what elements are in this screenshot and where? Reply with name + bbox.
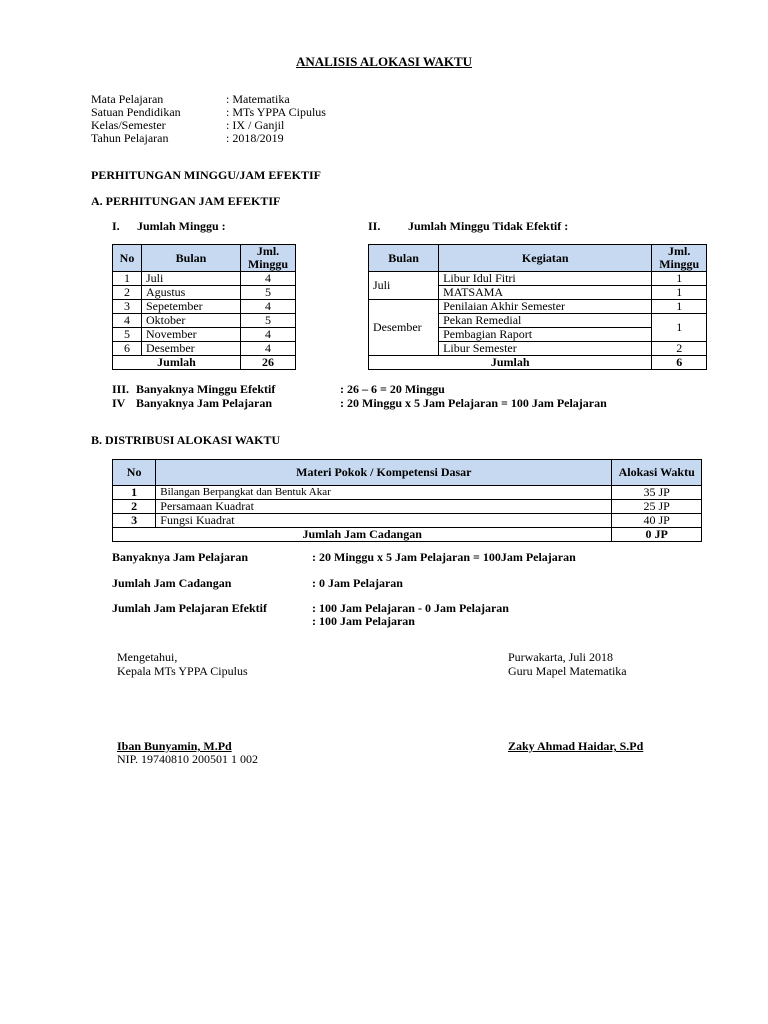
cell-bulan: Juli [142,272,241,286]
cell-kegiatan: Pekan Remedial [439,314,652,328]
section-a-heading: A. PERHITUNGAN JAM EFEKTIF [91,194,281,208]
cell-jml: 4 [241,272,296,286]
sub-i-label: Jumlah Minggu : [137,219,226,233]
cell-jml: 1 [652,314,707,342]
cell-jml: 1 [652,300,707,314]
cell-no: 1 [113,272,142,286]
sub-i-number: I. [112,219,120,233]
header-jml-minggu: Jml. Minggu [652,245,707,272]
cell-waktu: 25 JP [612,500,702,514]
cell-bulan: Sepetember [142,300,241,314]
header-bulan: Bulan [369,245,439,272]
total-label: Jumlah [113,356,241,370]
total-value: 6 [652,356,707,370]
cell-kegiatan: Pembagian Raport [439,328,652,342]
line-iii-number: III. [112,382,130,396]
table-row [113,486,702,500]
line-iv-value: : 20 Minggu x 5 Jam Pelajaran = 100 Jam Pelajaran [340,396,607,410]
cell-no: 1 [113,486,156,500]
cell-jml: 4 [241,342,296,356]
header-no: No [113,460,156,486]
line-iii-label: Banyaknya Minggu Efektif [136,382,276,396]
cell-materi: Persamaan Kuadrat [156,500,612,514]
info-label: Tahun Pelajaran [91,131,169,145]
total-value: 0 JP [612,528,702,542]
cell-jml: 5 [241,286,296,300]
cell-no: 2 [113,286,142,300]
cell-materi: Bilangan Berpangkat dan Bentuk Akar [156,486,612,500]
header-bulan: Bulan [142,245,241,272]
header-no: No [113,245,142,272]
total-row [369,356,707,370]
summary-label: Banyaknya Jam Pelajaran [112,550,249,564]
cell-bulan: November [142,328,241,342]
table-row [369,272,707,286]
cell-bulan: Desember [142,342,241,356]
header-materi: Materi Pokok / Kompetensi Dasar [156,460,612,486]
total-value: 26 [241,356,296,370]
table-row [113,342,296,356]
info-label: Mata Pelajaran [91,92,164,106]
cell-jml: 4 [241,300,296,314]
cell-jml: 1 [652,272,707,286]
section-main-heading: PERHITUNGAN MINGGU/JAM EFEKTIF [91,168,322,182]
table-row [113,286,296,300]
info-value: : 2018/2019 [226,131,284,145]
sub-ii-label: Jumlah Minggu Tidak Efektif : [408,219,569,233]
info-value: : IX / Ganjil [226,118,285,132]
distribution-table [112,459,702,542]
cell-materi: Fungsi Kuadrat [156,514,612,528]
non-effective-weeks-table [368,244,707,370]
signature-left-line2: Kepala MTs YPPA Cipulus [117,664,248,678]
total-row [113,356,296,370]
cell-jml: 4 [241,328,296,342]
signature-left-line1: Mengetahui, [117,650,178,664]
signature-right-name: Zaky Ahmad Haidar, S.Pd [508,739,644,753]
summary-label: Jumlah Jam Pelajaran Efektif [112,601,267,615]
info-value: : Matematika [226,92,290,106]
info-block [91,93,181,145]
sub-ii-number: II. [368,219,381,233]
signature-left-name: Iban Bunyamin, M.Pd [117,739,232,753]
signature-right-line2: Guru Mapel Matematika [508,664,627,678]
summary-value-result: : 100 Jam Pelajaran [312,614,415,628]
weeks-table [112,244,296,370]
info-label: Satuan Pendidikan [91,105,181,119]
cell-no: 2 [113,500,156,514]
cell-waktu: 40 JP [612,514,702,528]
total-label: Jumlah [369,356,652,370]
table-row [113,328,296,342]
cell-kegiatan: MATSAMA [439,286,652,300]
cell-no: 3 [113,300,142,314]
cell-jml: 2 [652,342,707,356]
cell-kegiatan: Libur Idul Fitri [439,272,652,286]
summary-value: : 100 Jam Pelajaran - 0 Jam Pelajaran [312,601,509,615]
summary-label: Jumlah Jam Cadangan [112,576,232,590]
cell-bulan: Oktober [142,314,241,328]
line-iv-number: IV [112,396,126,410]
line-iv-label: Banyaknya Jam Pelajaran [136,396,273,410]
header-kegiatan: Kegiatan [439,245,652,272]
cell-no: 6 [113,342,142,356]
cell-no: 4 [113,314,142,328]
line-iii-value: : 26 – 6 = 20 Minggu [340,382,445,396]
signature-left-nip: NIP. 19740810 200501 1 002 [117,752,259,766]
section-b-heading: B. DISTRIBUSI ALOKASI WAKTU [91,433,281,447]
cell-no: 3 [113,514,156,528]
signature-left [117,650,248,678]
cell-waktu: 35 JP [612,486,702,500]
summary-value: : 20 Minggu x 5 Jam Pelajaran = 100Jam Pelajaran [312,550,576,564]
info-label: Kelas/Semester [91,118,166,132]
summary-value: : 0 Jam Pelajaran [312,576,403,590]
cell-jml: 5 [241,314,296,328]
cell-no: 5 [113,328,142,342]
cell-kegiatan: Penilaian Akhir Semester [439,300,652,314]
table-row [113,300,296,314]
header-alokasi-waktu: Alokasi Waktu [612,460,702,486]
table-row [113,500,702,514]
cell-jml: 1 [652,286,707,300]
table-row [113,272,296,286]
table-row [113,514,702,528]
table-row [369,300,707,314]
info-values [226,93,326,145]
header-jml-minggu: Jml. Minggu [241,245,296,272]
cell-bulan-juli: Juli [369,272,439,300]
total-row [113,528,702,542]
table-row [113,314,296,328]
document-title: ANALISIS ALOKASI WAKTU [295,54,473,69]
signature-right-line1: Purwakarta, Juli 2018 [508,650,613,664]
signature-right [508,650,627,678]
cell-bulan-desember: Desember [369,300,439,356]
info-value: : MTs YPPA Cipulus [226,105,326,119]
cell-bulan: Agustus [142,286,241,300]
total-label: Jumlah Jam Cadangan [113,528,612,542]
cell-kegiatan: Libur Semester [439,342,652,356]
